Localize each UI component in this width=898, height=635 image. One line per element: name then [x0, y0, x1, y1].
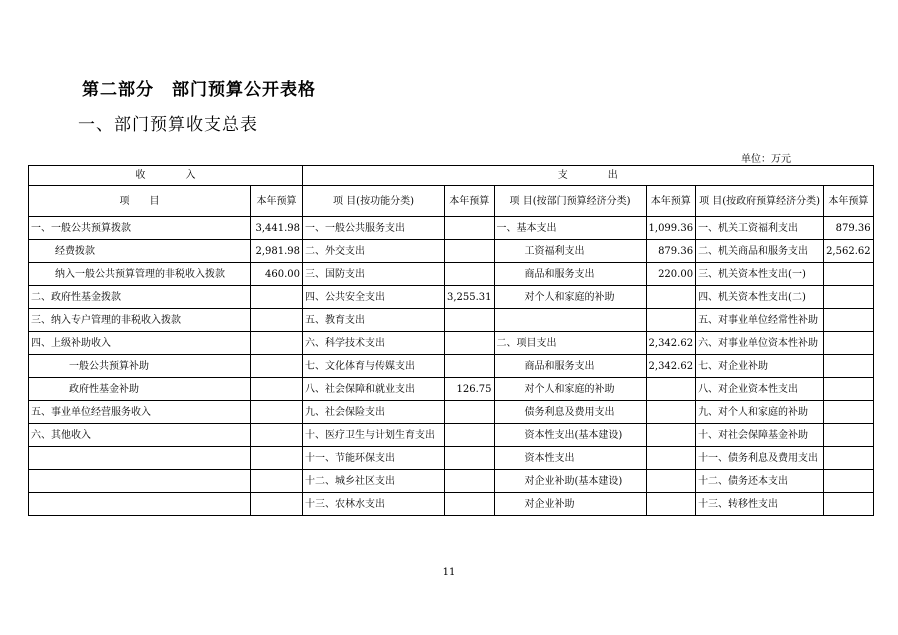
functional-budget [445, 493, 495, 516]
functional-item: 四、公共安全支出 [303, 286, 445, 309]
gov-economic-budget [824, 378, 874, 401]
functional-budget [445, 447, 495, 470]
budget-summary-table [28, 165, 874, 516]
gov-economic-budget [824, 309, 874, 332]
gov-economic-budget [824, 401, 874, 424]
income-budget: 3,441.98 [251, 217, 303, 240]
functional-budget: 126.75 [445, 378, 495, 401]
gov-economic-budget [824, 424, 874, 447]
functional-item: 十、医疗卫生与计划生育支出 [303, 424, 445, 447]
gov-economic-item: 五、对事业单位经常性补助 [696, 309, 824, 332]
dept-economic-item: 对个人和家庭的补助 [494, 378, 646, 401]
income-item: 三、纳入专户管理的非税收入拨款 [29, 309, 251, 332]
gov-economic-item: 八、对企业资本性支出 [696, 378, 824, 401]
dept-economic-budget [646, 493, 696, 516]
functional-item: 二、外交支出 [303, 240, 445, 263]
dept-economic-budget: 1,099.36 [646, 217, 696, 240]
col-header-budget-1: 本年预算 [251, 186, 303, 217]
income-item [29, 493, 251, 516]
functional-item: 九、社会保险支出 [303, 401, 445, 424]
col-header-budget-2: 本年预算 [445, 186, 495, 217]
functional-budget [445, 424, 495, 447]
functional-budget [445, 470, 495, 493]
dept-economic-item: 对个人和家庭的补助 [494, 286, 646, 309]
gov-economic-item: 十三、转移性支出 [696, 493, 824, 516]
dept-economic-item: 一、基本支出 [494, 217, 646, 240]
dept-economic-budget [646, 470, 696, 493]
functional-item: 七、文化体育与传媒支出 [303, 355, 445, 378]
functional-budget [445, 217, 495, 240]
income-item: 政府性基金补助 [29, 378, 251, 401]
header-row-groups [29, 166, 874, 186]
table-row [29, 378, 874, 401]
header-row-columns [29, 186, 874, 217]
income-item: 二、政府性基金拨款 [29, 286, 251, 309]
income-item [29, 470, 251, 493]
gov-economic-budget [824, 493, 874, 516]
income-budget [251, 286, 303, 309]
functional-budget [445, 263, 495, 286]
dept-economic-item: 商品和服务支出 [494, 355, 646, 378]
functional-budget [445, 309, 495, 332]
dept-economic-budget [646, 447, 696, 470]
table-row [29, 355, 874, 378]
gov-economic-budget [824, 263, 874, 286]
table-row [29, 332, 874, 355]
dept-economic-budget: 220.00 [646, 263, 696, 286]
income-item [29, 447, 251, 470]
income-budget [251, 378, 303, 401]
col-header-functional: 项 目(按功能分类) [303, 186, 445, 217]
gov-economic-item: 一、机关工资福利支出 [696, 217, 824, 240]
income-budget [251, 309, 303, 332]
col-header-item: 项 目 [29, 186, 251, 217]
table-row [29, 263, 874, 286]
income-budget: 2,981.98 [251, 240, 303, 263]
dept-economic-item: 对企业补助(基本建设) [494, 470, 646, 493]
gov-economic-budget [824, 447, 874, 470]
table-row [29, 286, 874, 309]
table-title: 一、部门预算收支总表 [78, 115, 258, 135]
gov-economic-item: 三、机关资本性支出(一) [696, 263, 824, 286]
dept-economic-budget [646, 401, 696, 424]
dept-economic-item: 商品和服务支出 [494, 263, 646, 286]
dept-economic-budget: 879.36 [646, 240, 696, 263]
functional-item: 六、科学技术支出 [303, 332, 445, 355]
functional-item: 十二、城乡社区支出 [303, 470, 445, 493]
table-row [29, 424, 874, 447]
table-row [29, 240, 874, 263]
functional-item: 十一、节能环保支出 [303, 447, 445, 470]
income-budget: 460.00 [251, 263, 303, 286]
income-budget [251, 355, 303, 378]
dept-economic-item: 二、项目支出 [494, 332, 646, 355]
gov-economic-item: 十、对社会保障基金补助 [696, 424, 824, 447]
functional-budget [445, 355, 495, 378]
gov-economic-budget [824, 286, 874, 309]
dept-economic-budget: 2,342.62 [646, 332, 696, 355]
income-item: 六、其他收入 [29, 424, 251, 447]
table-row [29, 470, 874, 493]
income-budget [251, 493, 303, 516]
income-item: 一、一般公共预算拨款 [29, 217, 251, 240]
table-row [29, 401, 874, 424]
dept-economic-item [494, 309, 646, 332]
col-header-gov-economic: 项 目(按政府预算经济分类) [696, 186, 824, 217]
functional-item: 八、社会保障和就业支出 [303, 378, 445, 401]
page-number: 11 [442, 567, 456, 578]
income-header: 收 入 [29, 166, 303, 186]
table-row [29, 309, 874, 332]
col-header-dept-economic: 项 目(按部门预算经济分类) [494, 186, 646, 217]
dept-economic-budget [646, 378, 696, 401]
dept-economic-budget: 2,342.62 [646, 355, 696, 378]
expense-header: 支 出 [303, 166, 874, 186]
col-header-budget-3: 本年预算 [646, 186, 696, 217]
functional-item: 十三、农林水支出 [303, 493, 445, 516]
gov-economic-budget: 2,562.62 [824, 240, 874, 263]
dept-economic-item: 对企业补助 [494, 493, 646, 516]
table-row [29, 447, 874, 470]
dept-economic-budget [646, 286, 696, 309]
page-heading: 第二部分 部门预算公开表格 [82, 80, 316, 100]
income-item: 五、事业单位经营服务收入 [29, 401, 251, 424]
gov-economic-item: 十二、债务还本支出 [696, 470, 824, 493]
dept-economic-budget [646, 424, 696, 447]
income-item: 四、上级补助收入 [29, 332, 251, 355]
functional-item: 三、国防支出 [303, 263, 445, 286]
income-budget [251, 447, 303, 470]
dept-economic-item: 资本性支出 [494, 447, 646, 470]
dept-economic-item: 资本性支出(基本建设) [494, 424, 646, 447]
gov-economic-budget [824, 470, 874, 493]
income-budget [251, 332, 303, 355]
functional-item: 五、教育支出 [303, 309, 445, 332]
functional-item: 一、一般公共服务支出 [303, 217, 445, 240]
functional-budget [445, 332, 495, 355]
gov-economic-budget [824, 355, 874, 378]
gov-economic-item: 七、对企业补助 [696, 355, 824, 378]
functional-budget: 3,255.31 [445, 286, 495, 309]
gov-economic-budget: 879.36 [824, 217, 874, 240]
income-budget [251, 401, 303, 424]
gov-economic-item: 四、机关资本性支出(二) [696, 286, 824, 309]
dept-economic-budget [646, 309, 696, 332]
income-item: 经费拨款 [29, 240, 251, 263]
gov-economic-item: 九、对个人和家庭的补助 [696, 401, 824, 424]
table-row [29, 493, 874, 516]
functional-budget [445, 240, 495, 263]
dept-economic-item: 工资福利支出 [494, 240, 646, 263]
income-budget [251, 470, 303, 493]
col-header-budget-4: 本年预算 [824, 186, 874, 217]
income-budget [251, 424, 303, 447]
gov-economic-item: 二、机关商品和服务支出 [696, 240, 824, 263]
income-item: 一般公共预算补助 [29, 355, 251, 378]
functional-budget [445, 401, 495, 424]
dept-economic-item: 债务利息及费用支出 [494, 401, 646, 424]
gov-economic-budget [824, 332, 874, 355]
unit-label: 单位：万元 [741, 154, 791, 165]
gov-economic-item: 十一、债务利息及费用支出 [696, 447, 824, 470]
gov-economic-item: 六、对事业单位资本性补助 [696, 332, 824, 355]
table-row [29, 217, 874, 240]
income-item: 纳入一般公共预算管理的非税收入拨款 [29, 263, 251, 286]
